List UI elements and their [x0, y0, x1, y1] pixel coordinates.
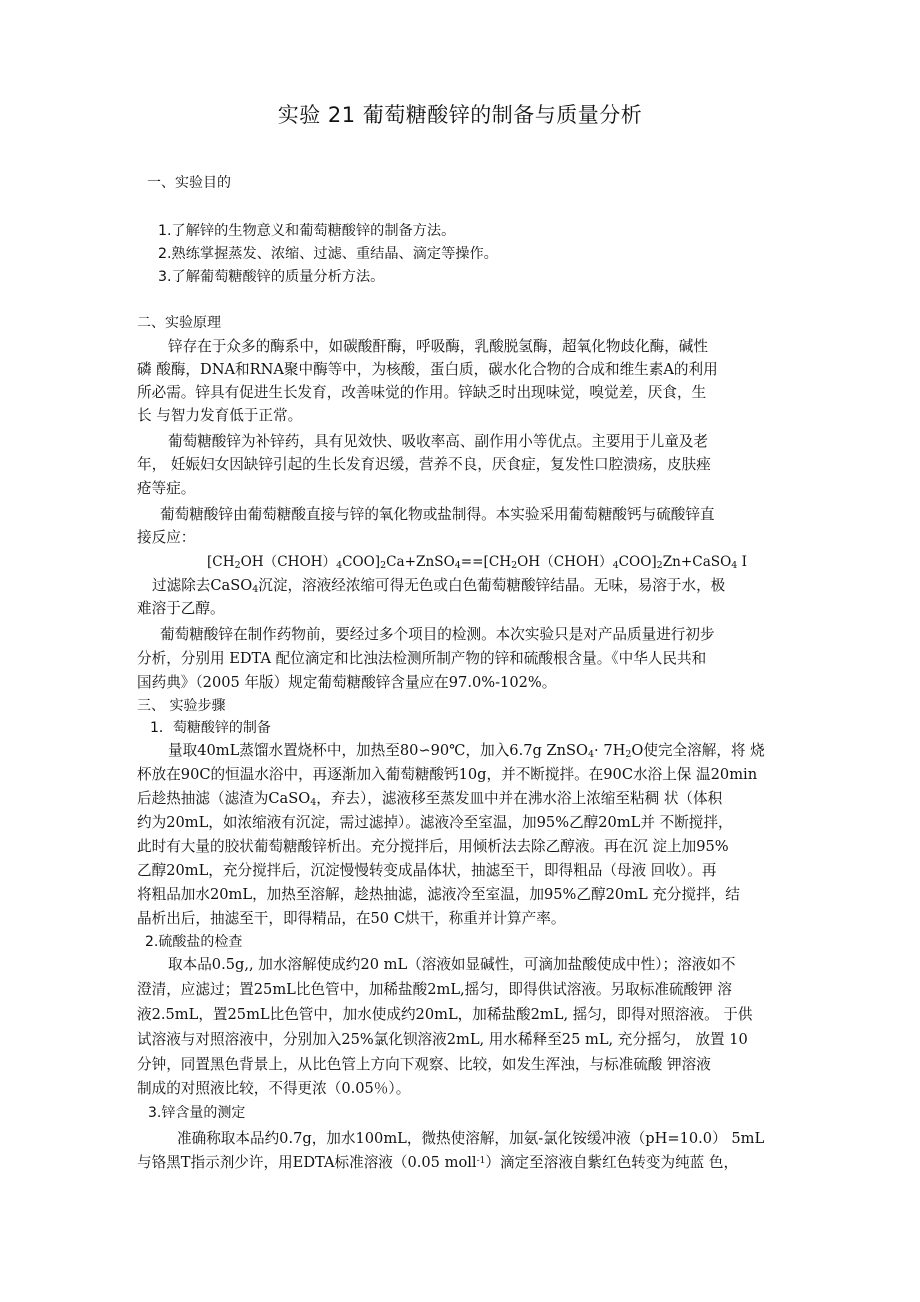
section-heading-principle: 二、实验原理	[137, 315, 221, 331]
paragraph-line: 过滤除去CaSO$_4$沉淀，溶液经浓缩可得无色或白色葡萄糖酸锌结晶。无味，易溶于水，极	[152, 577, 726, 595]
paragraph-line: 锌存在于众多的酶系中，如碳酸酐酶，呼吸酶，乳酸脱氢酶，超氧化物歧化酶，碱性	[168, 338, 708, 355]
paragraph-line: 分析，分别用 EDTA 配位滴定和比浊法检测所制产物的锌和硫酸根含量。《中华人民共和	[137, 650, 707, 667]
paragraph-line: 准确称取本品约0.7g，加水100mL，微热使溶解，加氨-氯化铵缓冲液（pH=10.0） 5mL	[177, 1130, 765, 1147]
paragraph-line: 取本品0.5g,, 加水溶解使成约20 mL（溶液如显碱性，可滴加盐酸使成中性）；溶液如不	[168, 956, 736, 973]
reaction-equation: $[CH_2OH(CHOH)_4COO]_2Ca+ZnSO_4==[CH_2OH(CHOH)_4COO]_2Zn+CaSO_4$ I	[207, 554, 748, 571]
paragraph-line: 难溶于乙醇。	[137, 600, 225, 617]
section-heading-procedure: 三、 实验步骤	[137, 698, 226, 714]
paragraph-line: 晶析出后，抽滤至干，即得精品，在50 C烘干，称重并计算产率。	[137, 910, 566, 927]
paragraph-line: 磷 酸酶，DNA和RNA聚中酶等中，为核酸，蛋白质，碳水化合物的合成和维生素A的利用	[137, 361, 718, 378]
paragraph-line: 试溶液与对照溶液中，分别加入25%氯化钡溶液2mL, 用水稀释至25 mL, 充分摇匀， 放置 10	[137, 1031, 748, 1048]
paragraph-line: 长 与智力发育低于正常。	[137, 407, 303, 424]
paragraph-line: 后趁热抽滤（滤渣为CaSO$_4$，弃去），滤液移至蒸发皿中并在沸水浴上浓缩至粘稠 状（体积	[137, 790, 723, 808]
objective-item: 2.熟练掌握蒸发、浓缩、过滤、重结晶、滴定等操作。	[158, 246, 498, 262]
subsection-heading: 3.锌含量的测定	[148, 1105, 246, 1121]
paragraph-line: 所必需。锌具有促进生长发育，改善味觉的作用。锌缺乏时出现味觉，嗅觉差，厌食，生	[137, 384, 707, 401]
paragraph-line: 国药典》（2005 年版）规定葡萄糖酸锌含量应在97.0%-102%。	[137, 674, 557, 691]
paragraph-line: 制成的对照液比较，不得更浓（0.05％）。	[137, 1080, 411, 1097]
subsection-heading: 1．萄糖酸锌的制备	[150, 720, 271, 736]
paragraph-line: 接反应：	[137, 529, 196, 546]
paragraph-line: 葡萄糖酸锌由葡萄糖酸直接与锌的氧化物或盐制得。本实验采用葡萄糖酸钙与硫酸锌直	[160, 506, 715, 523]
paragraph-line: 葡萄糖酸锌为补锌药，具有见效快、吸收率高、副作用小等优点。主要用于儿童及老	[168, 433, 708, 450]
paragraph-line: 约为20mL，如浓缩液有沉淀，需过滤掉）。滤液冷至室温，加95%乙醇20mL并 不断搅拌，	[137, 814, 733, 831]
paragraph-line: 液2.5mL，置25mL比色管中，加水使成约20mL，加稀盐酸2mL, 摇匀，即得对照溶液。 于供	[137, 1006, 753, 1023]
paragraph-line: 澄清，应滤过；置25mL比色管中，加稀盐酸2mL,摇匀，即得供试溶液。另取标准硫酸钾 溶	[137, 981, 732, 998]
paragraph-line: 此时有大量的胶状葡萄糖酸锌析出。充分搅拌后，用倾析法去除乙醇液。再在沉 淀上加95%	[137, 838, 729, 855]
paragraph-line: 分钟，同置黑色背景上，从比色管上方向下观察、比较，如发生浑浊，与标准硫酸 钾溶液	[137, 1056, 711, 1073]
paragraph-line: 与铬黑T指示剂少许，用EDTA标准溶液（0.05 moll$^{-1}$）滴定至溶液自紫红色转变为纯蓝 色，	[137, 1154, 739, 1171]
section-heading-objectives: 一、实验目的	[147, 175, 231, 191]
page-title: 实验 21 葡萄糖酸锌的制备与质量分析	[277, 103, 643, 127]
paragraph-line: 量取40mL蒸馏水置烧杯中，加热至80∽90℃，加入6.7g ZnSO$_4$· $7H_2O$使完全溶解，将 烧	[168, 742, 765, 760]
objective-item: 1.了解锌的生物意义和葡萄糖酸锌的制备方法。	[158, 223, 456, 239]
paragraph-line: 杯放在90C的恒温水浴中，再逐渐加入葡萄糖酸钙10g，并不断搅拌。在90C水浴上保 温20min	[137, 766, 758, 783]
paragraph-line: 葡萄糖酸锌在制作药物前，要经过多个项目的检测。本次实验只是对产品质量进行初步	[160, 626, 715, 643]
paragraph-line: 将粗品加水20mL，加热至溶解，趁热抽滤，滤液冷至室温，加95%乙醇20mL 充分搅拌，结	[137, 886, 740, 903]
objective-item: 3.了解葡萄糖酸锌的质量分析方法。	[158, 269, 385, 285]
paragraph-line: 乙醇20mL，充分搅拌后，沉淀慢慢转变成晶体状，抽滤至干，即得粗品（母液 回收）。再	[137, 862, 717, 879]
paragraph-line: 年， 妊娠妇女因缺锌引起的生长发育迟缓，营养不良，厌食症，复发性口腔溃疡，皮肤痤	[137, 456, 711, 473]
subsection-heading: 2.硫酸盐的检查	[145, 934, 243, 950]
paragraph-line: 疮等症。	[137, 480, 196, 497]
